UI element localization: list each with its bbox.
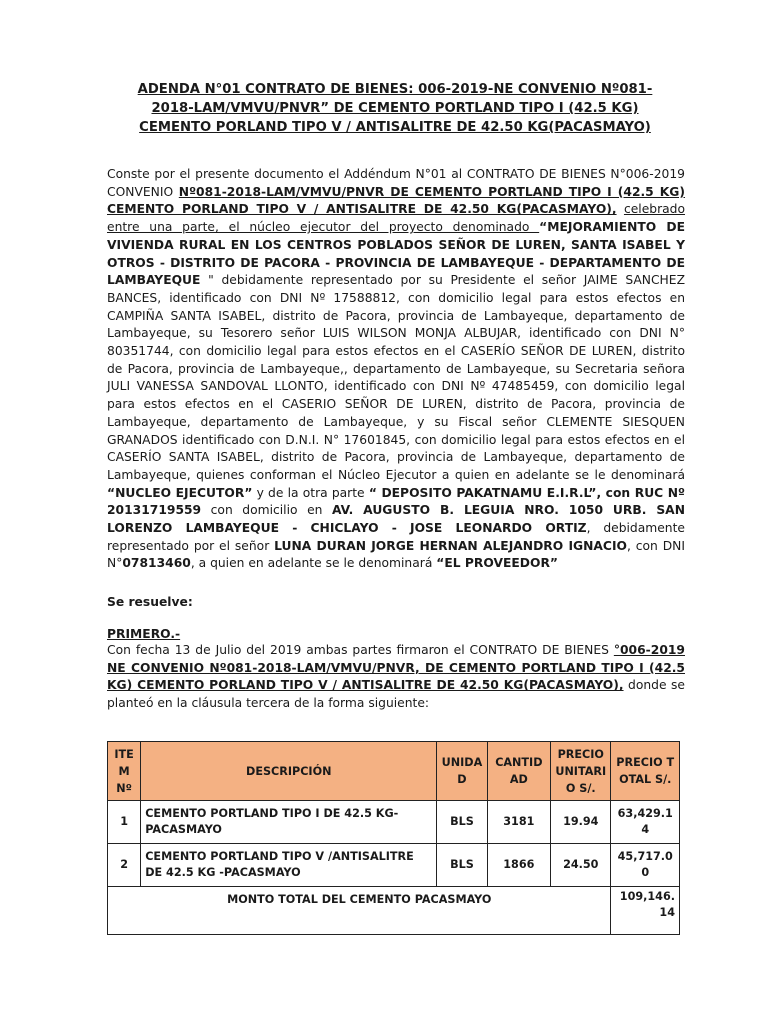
document-title: [110, 80, 680, 137]
header-cantidad: CANTIDAD: [487, 742, 550, 801]
table-row: [108, 801, 680, 844]
cell-unidad: BLS: [437, 801, 487, 844]
dni-value: 07813460: [122, 556, 191, 571]
project-name: “MEJORAMIENTO DE VIVIENDA RURAL EN LOS CENTROS POBLADOS SEÑOR DE LUREN, SANTA ISABEL Y OTROS - DISTRITO DE PACORA - PROVINCIA DE LAMBAYEQUE - DEPARTAMENTO DE LAMBAYEQUE: [107, 220, 685, 288]
primero-clause-text: donde se planteó en la cláusula tercera de la forma siguiente:: [107, 678, 685, 711]
primero-text: Con fecha 13 de Julio del 2019 ambas partes firmaron el CONTRATO DE BIENES: [107, 643, 614, 657]
intro-text: Conste por el presente documento el Addéndum N°01 al CONTRATO DE BIENES N°006-2019 CONVENIO: [107, 167, 685, 199]
title-line-1: ADENDA N°01 CONTRATO DE BIENES: 006-2019-NE CONVENIO Nº081-: [137, 82, 653, 97]
dni-label: , con DNI N°: [107, 538, 685, 571]
header-precio-total: PRECIO TOTAL S/.: [611, 742, 680, 801]
title-line-3: CEMENTO PORLAND TIPO V / ANTISALITRE DE 42.50 KG(PACASMAYO): [139, 120, 651, 135]
cell-descripcion: CEMENTO PORTLAND TIPO V /ANTISALITRE DE 42.5 KG -PACASMAYO: [141, 844, 437, 887]
spacer-text: [617, 202, 624, 216]
representatives-text: " debidamente representado por su Presidente el señor JAIME SANCHEZ BANCES, identificado con DNI Nº 17588812, con domicilio legal para estos efectos en CAMPIÑA SANTA ISABEL, distrito de Pacora, provincia de Lambayeque, departamento de Lambayeque, su Tesorero señor LUIS WILSON MONJA ALBUJAR: [107, 273, 685, 341]
cell-item: 2: [108, 844, 141, 887]
nucleo-ejecutor-label: “NUCLEO EJECUTOR”: [107, 485, 253, 500]
table-total-row: [108, 887, 680, 935]
table-row: [108, 844, 680, 887]
cell-cantidad: 1866: [487, 844, 550, 887]
supplier-name: “ DEPOSITO PAKATNAMU E.I.R.L”, con RUC Nº 20131719559: [107, 485, 685, 518]
supplier-address: AV. AUGUSTO B. LEGUIA NRO. 1050 URB. SAN LORENZO LAMBAYEQUE - CHICLAYO - JOSE LEONARDO ORTIZ: [107, 503, 685, 536]
cell-item: 1: [108, 801, 141, 844]
celebrated-text: celebrado entre una parte, el núcleo ejecutor del proyecto denominado: [107, 202, 685, 235]
cell-cantidad: 3181: [487, 801, 550, 844]
denomination-text: , a quien en adelante se le denominará: [190, 556, 437, 571]
other-party-text: y de la otra parte: [252, 485, 369, 500]
supplier-representative: LUNA DURAN JORGE HERNAN ALEJANDRO IGNACIO: [274, 538, 627, 553]
primero-contract-reference: °006-2019 NE CONVENIO Nº081-2018-LAM/VMVU/PNVR, DE CEMENTO PORTLAND TIPO I (42.5 KG) CEMENTO PORLAND TIPO V / ANTISALITRE DE 42.50 KG(PACASMAYO),: [107, 643, 685, 693]
items-table: [107, 741, 680, 935]
cell-precio-total: 63,429.14: [611, 801, 680, 844]
title-line-2: 2018-LAM/VMVU/PNVR” DE CEMENTO PORTLAND TIPO I (42.5 KG): [151, 101, 639, 116]
cell-precio-unitario: 24.50: [551, 844, 611, 887]
primero-heading: PRIMERO.-: [107, 627, 181, 641]
header-unidad: UNIDAD: [437, 742, 487, 801]
address-intro: con domicilio en: [201, 503, 332, 518]
cell-descripcion: CEMENTO PORTLAND TIPO I DE 42.5 KG-PACASMAYO: [141, 801, 437, 844]
total-label: MONTO TOTAL DEL CEMENTO PACASMAYO: [108, 887, 611, 935]
contract-reference: Nº081-2018-LAM/VMVU/PNVR DE CEMENTO PORTLAND TIPO I (42.5 KG) CEMENTO PORLAND TIPO V / ANTISALITRE DE 42.50 KG(PACASMAYO),: [107, 184, 685, 217]
cell-precio-total: 45,717.00: [611, 844, 680, 887]
represented-by-text: , debidamente representado por el señor: [107, 521, 685, 553]
intro-paragraph: [107, 166, 685, 573]
header-precio-unitario: PRECIO UNITARIO S/.: [551, 742, 611, 801]
total-value: 109,146.14: [611, 887, 680, 935]
members-text: , identificado con DNI N° 80351744, con domicilio legal para estos efectos en el CASERÍO SEÑOR DE LUREN, distrito de Pacora, provincia de Lambayeque,, departamento de Lambayeque, su Secretaria señora JULI VANESSA SANDOVAL LLONTO, identificado con DNI Nº 47485459, con domicilio legal para estos efectos en el CASERIO SEÑOR DE LUREN, distrito de Pacora, provincia de Lambayeque, departamento de Lambayeque, y su Fiscal señor CLEMENTE SIESQUEN GRANADOS identificado con D.N.I. N° 17601845, con domicilio legal para estos efectos en el CASERÍO SANTA ISABEL, distrito de Pacora, provincia de Lambayeque, departamento de Lambayeque, quienes conforman el Núcleo Ejecutor a quien en adelante se le denominará: [107, 326, 685, 482]
cell-precio-unitario: 19.94: [551, 801, 611, 844]
header-item: ITEM Nº: [108, 742, 141, 801]
primero-paragraph: [107, 642, 685, 713]
se-resuelve-heading: Se resuelve:: [107, 595, 193, 609]
header-descripcion: DESCRIPCIÓN: [141, 742, 437, 801]
table-header-row: [108, 742, 680, 801]
cell-unidad: BLS: [437, 844, 487, 887]
proveedor-label: “EL PROVEEDOR”: [436, 556, 558, 571]
